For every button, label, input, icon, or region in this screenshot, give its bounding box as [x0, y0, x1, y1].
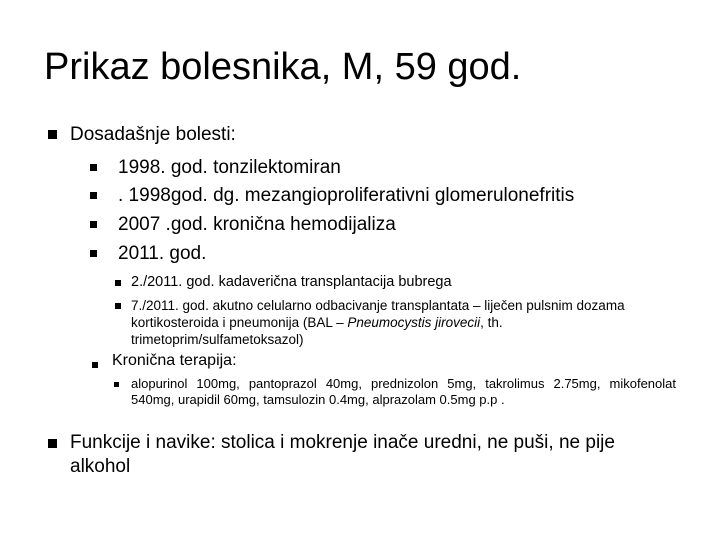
- history-item: 1998. god. tonzilektomiran: [118, 157, 341, 178]
- slide-title: Prikaz bolesnika, M, 59 god.: [44, 46, 522, 88]
- bullet-square-icon: [90, 192, 97, 199]
- history-item: . 1998god. dg. mezangioproliferativni glomerulonefritis: [118, 185, 575, 206]
- pathogen-name: Pneumocystis jirovecii: [347, 315, 481, 330]
- bullet-square-icon: [114, 382, 119, 387]
- previous-diseases-label: Dosadašnje bolesti:: [70, 124, 236, 145]
- transplant-item: 2./2011. god. kadaverična transplantacija bubrega: [131, 274, 452, 290]
- rejection-text-end: , th. trimetoprim/sulfametoksazol): [131, 315, 503, 347]
- bullet-square-icon: [115, 303, 121, 309]
- bullet-square-icon: [90, 250, 97, 257]
- bullet-square-icon: [115, 280, 121, 286]
- bullet-square-icon: [90, 164, 97, 171]
- bullet-square-icon: [48, 130, 57, 139]
- rejection-text: 7./2011. god. akutno celularno odbacivanje transplantata – liječen pulsnim dozama kortikosteroida i pneumonija (BAL –: [131, 298, 625, 330]
- bullet-square-icon: [90, 221, 97, 228]
- bullet-square-icon: [48, 439, 57, 448]
- history-item: 2007 .god. kronična hemodijaliza: [118, 214, 396, 235]
- habits-text: Funkcije i navike: stolica i mokrenje inače uredni, ne puši, ne pije alkohol: [70, 432, 615, 477]
- history-item: 2011. god.: [118, 243, 207, 264]
- bullet-square-icon: [92, 362, 98, 368]
- therapy-label: Kronična terapija:: [112, 352, 237, 369]
- rejection-item: [131, 297, 671, 348]
- therapy-text: alopurinol 100mg, pantoprazol 40mg, prednizolon 5mg, takrolimus 2.75mg, mikofenolat 540mg, urapidil 60mg, tamsulozin 0.4mg, alprazolam 0.5mg p.p .: [131, 376, 676, 407]
